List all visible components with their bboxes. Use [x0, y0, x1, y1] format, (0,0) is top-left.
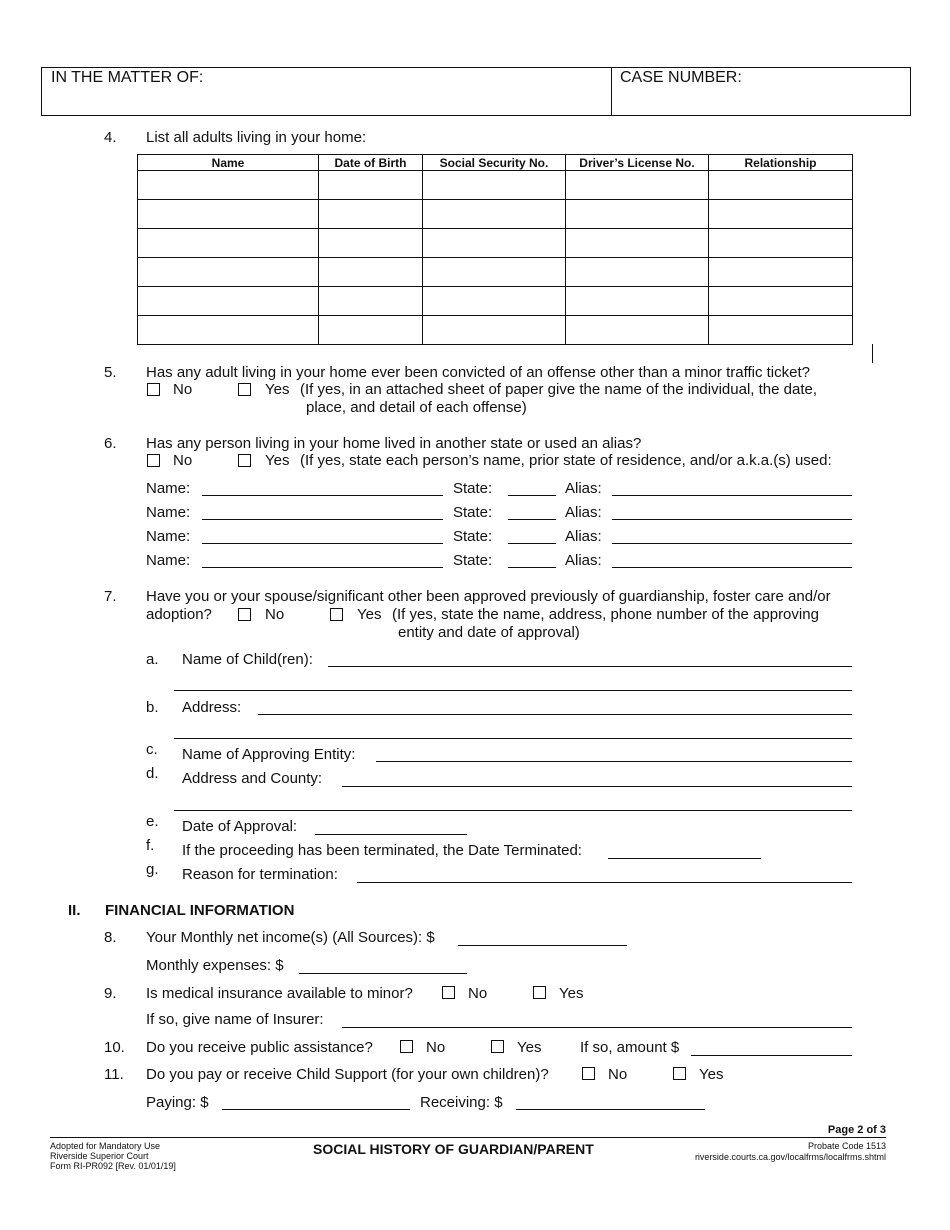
address-field-cont[interactable] — [174, 738, 852, 739]
q11-no-label: No — [608, 1066, 628, 1083]
q9-question: Is medical insurance available to minor? — [146, 985, 413, 1002]
q5-yes-detail: (If yes, in an attached sheet of paper give the name of the individual, the date, — [300, 381, 818, 398]
q5-yes-detail-cont: place, and detail of each offense) — [306, 399, 527, 416]
child-names-field[interactable] — [328, 666, 852, 667]
q10-question: Do you receive public assistance? — [146, 1039, 373, 1056]
termination-reason-field[interactable] — [357, 882, 852, 883]
alias-state-field[interactable] — [508, 543, 556, 544]
q9-yes-label: Yes — [559, 985, 584, 1002]
col-name: Name — [138, 155, 319, 171]
alias-label: Alias: — [565, 528, 602, 545]
paying-label: Paying: $ — [146, 1094, 209, 1111]
table-row — [138, 258, 853, 287]
q6-yes-checkbox[interactable] — [238, 454, 251, 467]
alias-name-label: Name: — [146, 504, 191, 521]
q4-number: 4. — [104, 129, 117, 146]
q10-no-checkbox[interactable] — [400, 1040, 413, 1053]
expenses-label: Monthly expenses: $ — [146, 957, 284, 974]
cell-relationship[interactable] — [709, 200, 853, 229]
cell-license[interactable] — [566, 316, 709, 345]
cell-dob[interactable] — [319, 258, 423, 287]
q6-yes-detail: (If yes, state each person’s name, prior state of residence, and/or a.k.a.(s) used: — [300, 452, 832, 469]
section-number: II. — [68, 902, 81, 919]
alias-name-label: Name: — [146, 552, 191, 569]
q7g-letter: g. — [146, 861, 159, 878]
alias-field[interactable] — [612, 519, 852, 520]
cell-relationship[interactable] — [709, 171, 853, 200]
q9-yes-checkbox[interactable] — [533, 986, 546, 999]
alias-state-label: State: — [453, 528, 493, 545]
cell-license[interactable] — [566, 258, 709, 287]
footer-rule — [50, 1137, 886, 1138]
q6-question: Has any person living in your home lived in another state or used an alias? — [146, 435, 642, 452]
adults-table-header — [138, 155, 853, 171]
cell-dob[interactable] — [319, 316, 423, 345]
q11-yes-checkbox[interactable] — [673, 1067, 686, 1080]
approving-entity-field[interactable] — [376, 761, 852, 762]
cell-license[interactable] — [566, 229, 709, 258]
q11-number: 11. — [104, 1066, 124, 1083]
q10-number: 10. — [104, 1039, 125, 1056]
cell-ssn[interactable] — [423, 171, 566, 200]
q11-yes-label: Yes — [699, 1066, 724, 1083]
alias-label: Alias: — [565, 504, 602, 521]
q7-question-cont: adoption? — [146, 606, 212, 623]
approval-date-field[interactable] — [315, 834, 467, 835]
q7-no-checkbox[interactable] — [238, 608, 251, 621]
cell-name[interactable] — [138, 258, 319, 287]
form-title: SOCIAL HISTORY OF GUARDIAN/PARENT — [313, 1141, 594, 1157]
adults-table — [137, 154, 853, 345]
cell-name[interactable] — [138, 287, 319, 316]
cell-ssn[interactable] — [423, 287, 566, 316]
child-names-label: Name of Child(ren): — [182, 651, 313, 668]
alias-name-field[interactable] — [202, 519, 443, 520]
cell-ssn[interactable] — [423, 200, 566, 229]
cell-name[interactable] — [138, 171, 319, 200]
q6-yes-label: Yes — [265, 452, 290, 469]
cell-dob[interactable] — [319, 171, 423, 200]
alias-state-field[interactable] — [508, 519, 556, 520]
q7c-letter: c. — [146, 741, 158, 758]
amount-field[interactable] — [691, 1055, 852, 1056]
alias-field[interactable] — [612, 495, 852, 496]
q5-no-checkbox[interactable] — [147, 383, 160, 396]
section-title: FINANCIAL INFORMATION — [105, 902, 295, 919]
q5-yes-label: Yes — [265, 381, 290, 398]
receiving-field[interactable] — [516, 1109, 705, 1110]
q6-no-checkbox[interactable] — [147, 454, 160, 467]
approval-date-label: Date of Approval: — [182, 818, 298, 835]
q11-question: Do you pay or receive Child Support (for your own children)? — [146, 1066, 549, 1083]
cell-dob[interactable] — [319, 200, 423, 229]
cell-relationship[interactable] — [709, 316, 853, 345]
q7-yes-label: Yes — [357, 606, 382, 623]
matter-label: IN THE MATTER OF: — [51, 69, 204, 86]
alias-name-label: Name: — [146, 480, 191, 497]
margin-mark — [872, 344, 873, 363]
q7a-letter: a. — [146, 651, 159, 668]
paying-field[interactable] — [222, 1109, 410, 1110]
cell-relationship[interactable] — [709, 287, 853, 316]
cell-dob[interactable] — [319, 287, 423, 316]
termination-reason-label: Reason for termination: — [182, 866, 338, 883]
q7-yes-checkbox[interactable] — [330, 608, 343, 621]
alias-label: Alias: — [565, 480, 602, 497]
cell-relationship[interactable] — [709, 258, 853, 287]
cell-ssn[interactable] — [423, 258, 566, 287]
q7d-letter: d. — [146, 765, 159, 782]
alias-label: Alias: — [565, 552, 602, 569]
approving-entity-label: Name of Approving Entity: — [182, 746, 356, 763]
footer-court: Riverside Superior Court — [50, 1151, 149, 1161]
q9-number: 9. — [104, 985, 117, 1002]
col-dob: Date of Birth — [319, 155, 423, 171]
cell-license[interactable] — [566, 171, 709, 200]
col-license: Driver’s License No. — [566, 155, 709, 171]
address-county-field[interactable] — [342, 786, 852, 787]
q5-number: 5. — [104, 364, 117, 381]
address-county-label: Address and County: — [182, 770, 323, 787]
q10-yes-checkbox[interactable] — [491, 1040, 504, 1053]
q10-no-label: No — [426, 1039, 446, 1056]
q7-yes-detail-cont: entity and date of approval) — [398, 624, 580, 641]
footer-url: riverside.courts.ca.gov/localfrms/localfrms.shtml — [694, 1152, 886, 1162]
receiving-label: Receiving: $ — [420, 1094, 503, 1111]
caption-divider — [611, 68, 612, 115]
child-names-field-cont[interactable] — [174, 690, 852, 691]
q6-no-label: No — [173, 452, 193, 469]
cell-license[interactable] — [566, 200, 709, 229]
table-row — [138, 200, 853, 229]
insurer-label: If so, give name of Insurer: — [146, 1011, 324, 1028]
q11-no-checkbox[interactable] — [582, 1067, 595, 1080]
cell-ssn[interactable] — [423, 229, 566, 258]
alias-state-field[interactable] — [508, 567, 556, 568]
cell-ssn[interactable] — [423, 316, 566, 345]
table-row — [138, 171, 853, 200]
cell-name[interactable] — [138, 316, 319, 345]
q7f-letter: f. — [146, 837, 155, 854]
q9-no-checkbox[interactable] — [442, 986, 455, 999]
q4-question: List all adults living in your home: — [146, 129, 367, 146]
alias-state-label: State: — [453, 504, 493, 521]
q7b-letter: b. — [146, 699, 159, 716]
address-label: Address: — [182, 699, 242, 716]
q8-number: 8. — [104, 929, 117, 946]
q5-yes-checkbox[interactable] — [238, 383, 251, 396]
alias-name-field[interactable] — [202, 543, 443, 544]
q7-question: Have you or your spouse/significant other been approved previously of guardianship, foster care and/or — [146, 588, 831, 605]
footer-probate-code: Probate Code 1513 — [807, 1141, 886, 1151]
footer-adopted: Adopted for Mandatory Use — [50, 1141, 161, 1151]
col-ssn: Social Security No. — [423, 155, 566, 171]
q5-no-label: No — [173, 381, 193, 398]
table-row — [138, 316, 853, 345]
alias-state-field[interactable] — [508, 495, 556, 496]
q5-question: Has any adult living in your home ever been convicted of an offense other than a minor traffic ticket? — [146, 364, 810, 381]
case-number-label: CASE NUMBER: — [620, 69, 742, 86]
page-number: Page 2 of 3 — [827, 1124, 886, 1136]
table-row — [138, 287, 853, 316]
cell-name[interactable] — [138, 200, 319, 229]
alias-name-field[interactable] — [202, 495, 443, 496]
q10-yes-label: Yes — [517, 1039, 542, 1056]
alias-field[interactable] — [612, 543, 852, 544]
terminated-date-field[interactable] — [608, 858, 761, 859]
cell-name[interactable] — [138, 229, 319, 258]
footer-form-number: Form RI-PR092 [Rev. 01/01/19] — [50, 1161, 176, 1171]
insurer-field[interactable] — [342, 1027, 852, 1028]
q9-no-label: No — [468, 985, 488, 1002]
q7-yes-detail: (If yes, state the name, address, phone number of the approving — [392, 606, 819, 623]
caption-box — [41, 67, 911, 116]
alias-name-field[interactable] — [202, 567, 443, 568]
income-field[interactable] — [458, 945, 627, 946]
income-label: Your Monthly net income(s) (All Sources): $ — [146, 929, 435, 946]
address-county-field-cont[interactable] — [174, 810, 852, 811]
cell-license[interactable] — [566, 287, 709, 316]
cell-relationship[interactable] — [709, 229, 853, 258]
alias-name-label: Name: — [146, 528, 191, 545]
alias-state-label: State: — [453, 480, 493, 497]
terminated-date-label: If the proceeding has been terminated, the Date Terminated: — [182, 842, 582, 859]
col-relationship: Relationship — [709, 155, 853, 171]
q7-no-label: No — [265, 606, 285, 623]
alias-field[interactable] — [612, 567, 852, 568]
cell-dob[interactable] — [319, 229, 423, 258]
q6-number: 6. — [104, 435, 117, 452]
q7e-letter: e. — [146, 813, 159, 830]
alias-state-label: State: — [453, 552, 493, 569]
table-row — [138, 229, 853, 258]
q7-number: 7. — [104, 588, 117, 605]
amount-label: If so, amount $ — [580, 1039, 680, 1056]
address-field[interactable] — [258, 714, 852, 715]
expenses-field[interactable] — [299, 973, 467, 974]
